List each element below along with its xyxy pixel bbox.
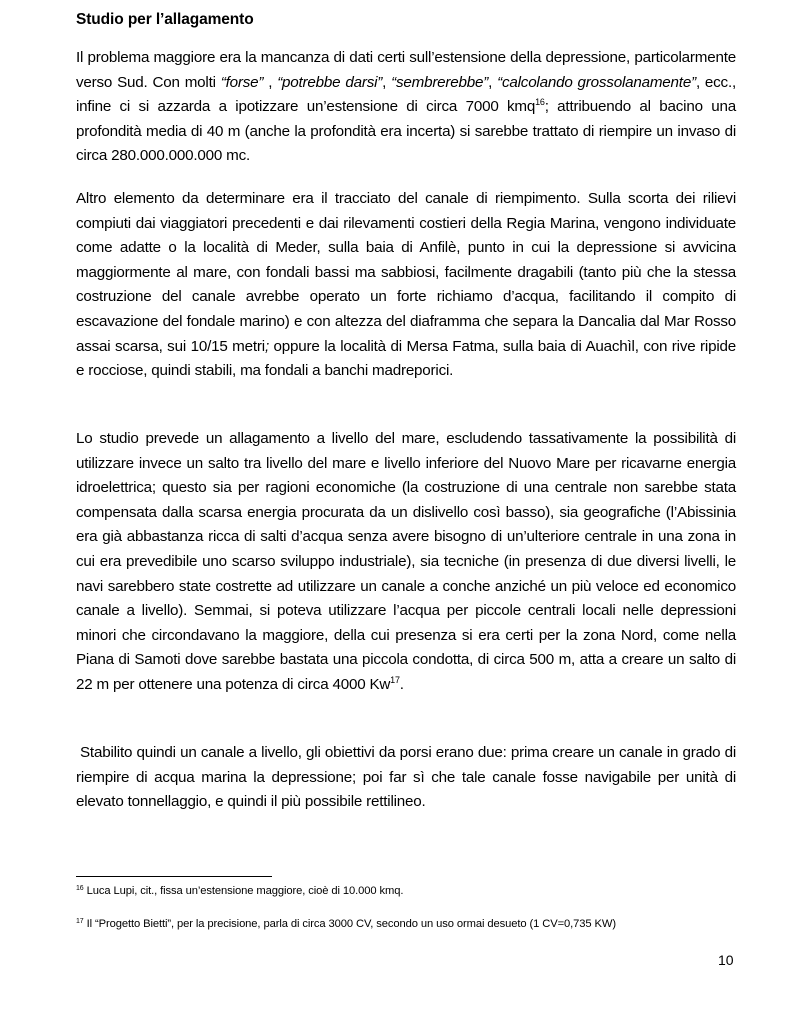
p3-text-a: Lo studio prevede un allagamento a livello del mare, escludendo tassativamente la possibilità di utilizzare invece un salto tra livello del mare e livello inferiore del Nuovo Mare per ricavarne energia idroelettrica; questo sia per ragioni economiche (la costruzione di una centrale non sarebbe stata compensata dalla scarsa energia procurata da un dislivello così basso), sia geografiche (l’Abissinia era già abbastanza ricca di salti d’acqua senza avere bisogno di un’ulteriore centrale in una zona in cui era prevedibile uno scarso sviluppo industriale), sia tecniche (in presenza di due diversi livelli, le navi sarebbero state costrette ad utilizzare un canale a conche anziché un più veloce ed economico canale a livello). Semmai, si poteva utilizzare l’acqua per piccole centrali locali nelle depressioni minori che circondavano la maggiore, della cui presenza si era certi per la zona Nord, come nella Piana di Samoti dove sarebbe bastata una piccola condotta, di circa 500 m, atta a creare un salto di 22 m per ottenere una potenza di circa 4000 Kw bbox=[76, 430, 736, 693]
paragraph-canal-route bbox=[76, 187, 736, 384]
p1-text-b: , bbox=[263, 73, 278, 91]
p1-text-a: Il problema maggiore era la mancanza di dati certi sull’estensione della depressione, particolarmente verso Sud. Con molti bbox=[76, 49, 736, 91]
footnote-text: Luca Lupi, cit., fissa un’estensione maggiore, cioè di 10.000 kmq. bbox=[83, 885, 404, 897]
footnote-number: 16 bbox=[76, 885, 84, 892]
p1-quote-forse: “forse” bbox=[220, 73, 264, 91]
footnote-text: Il “Progetto Bietti”, per la precisione, parla di circa 3000 CV, secondo un uso ormai desueto (1 CV=0,735 KW) bbox=[83, 918, 616, 930]
p1-quote-sembrerebbe: “sembrerebbe” bbox=[391, 73, 489, 91]
page-number: 10 bbox=[718, 952, 734, 968]
paragraph-sea-level-flooding bbox=[76, 427, 736, 698]
p2-text-a: Altro elemento da determinare era il tracciato del canale di riempimento. Sulla scorta dei rilievi compiuti dai viaggiatori precedenti e dai rilevamenti costieri della Regia Marina, vengono individuate come adatte o la località di Meder, sulla baia di Anfilè, punto in cui la depressione si avvicina maggiormente al mare, con fondali bassi ma sabbiosi, facilmente dragabili (tanto più che la stessa costruzione del canale avrebbe operato un forte richiamo d’acqua, facilitando il compito di escavazione del fondale marino) e con altezza del diaframma che separa la Dancalia dal Mar Rosso assai scarsa, sui 10/15 metri bbox=[76, 190, 736, 355]
paragraph-objectives: Stabilito quindi un canale a livello, gli obiettivi da porsi erano due: prima creare un canale in grado di riempire di acqua marina la depressione; poi far sì che tale canale fosse navigabile per unità di elevato tonnellaggio, e quindi il più possibile rettilineo. bbox=[76, 744, 736, 811]
paragraph-extent-estimate bbox=[76, 46, 736, 169]
p1-text-f: ; attribuendo al bacino una profondità media di 40 m (anche la profondità era incerta) si sarebbe trattato di riempire un invaso di circa 280.000.000.000 mc. bbox=[76, 98, 736, 165]
footnote-separator bbox=[76, 876, 272, 877]
p1-quote-calcolando: “calcolando grossolanamente” bbox=[497, 73, 696, 91]
p1-quote-potrebbe: “potrebbe darsi” bbox=[277, 73, 383, 91]
footnote-17 bbox=[76, 917, 736, 932]
p1-text-c: , bbox=[382, 73, 392, 91]
p2-italic-semicolon: ; bbox=[264, 337, 269, 355]
footnote-ref-16[interactable]: 16 bbox=[535, 97, 545, 108]
footnote-number: 17 bbox=[76, 918, 84, 925]
p1-text-d: , bbox=[488, 73, 498, 91]
section-heading: Studio per l’allagamento bbox=[76, 11, 254, 28]
footnote-16 bbox=[76, 884, 736, 899]
p2-text-b: oppure la località di Mersa Fatma, sulla baia di Auachìl, con rive ripide e rocciose, quindi stabili, ma fondali a banchi madreporici. bbox=[76, 337, 736, 380]
p3-text-b: . bbox=[399, 675, 404, 693]
p1-text-e: , ecc., infine ci si azzarda a ipotizzare un’estensione di circa 7000 kmq bbox=[76, 73, 736, 116]
footnote-ref-17[interactable]: 17 bbox=[390, 674, 400, 685]
